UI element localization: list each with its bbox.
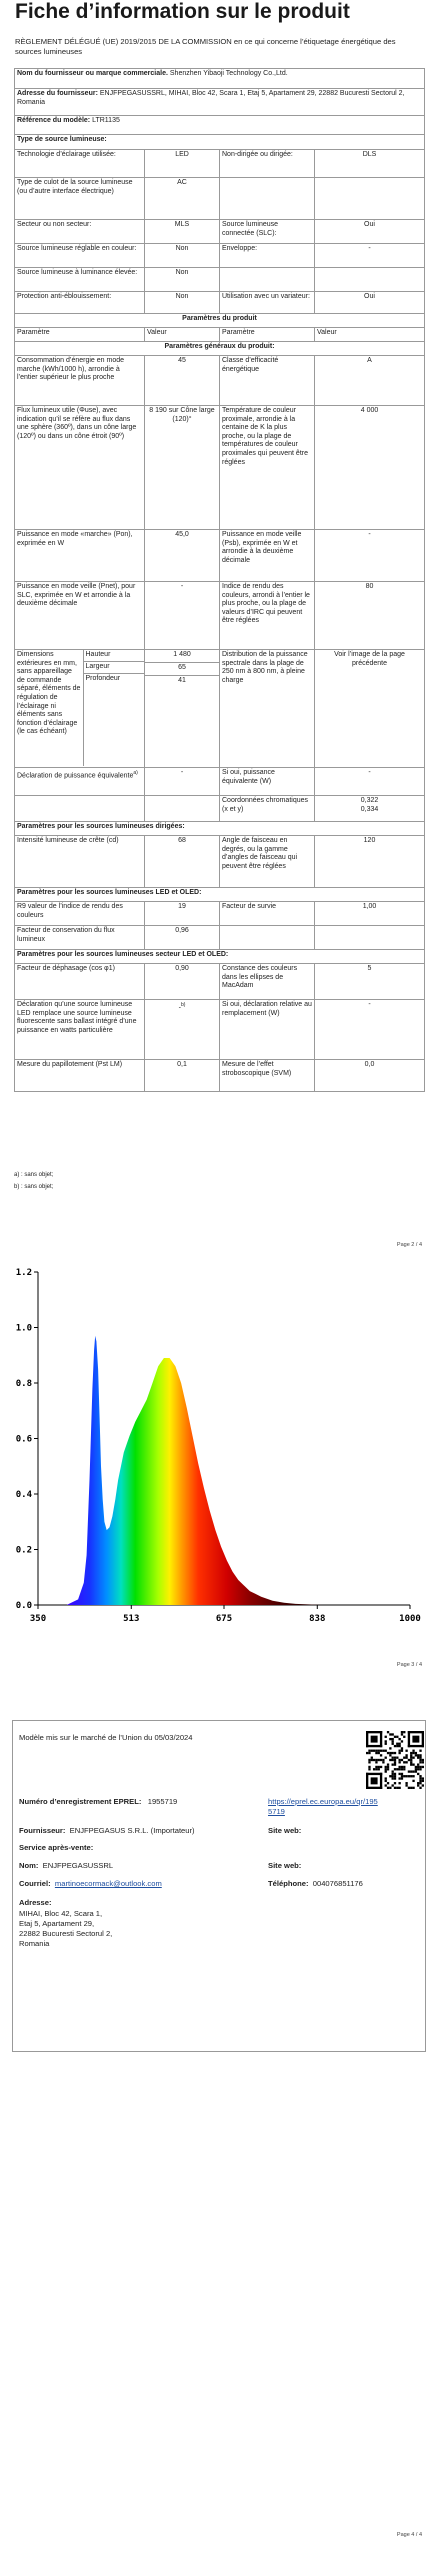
spectrum-series (38, 1336, 410, 1605)
regulation-subtitle: RÈGLEMENT DÉLÉGUÉ (UE) 2019/2015 DE LA COMMISSION en ce qui concerne l’étiquetage énergétique des sources lumineuses (15, 37, 396, 56)
general-row: Flux lumineux utile (Φuse), avec indication qu’il se réfère au flux dans une sphère (360º), dans un cône large (120º) ou dans un cône étroit (90º) 8 190 sur Cône large (120)° Température de couleur proximale, arrondie à la centaine de K la plus proche, ou la plage de températures de couleur proximales qui peuvent être réglées 4 000 (15, 406, 425, 530)
eprel-link[interactable]: https://eprel.ec.europa.eu/qr/1955719 (268, 1797, 378, 1816)
column-header-row: Paramètre Valeur Paramètre Valeur (15, 328, 425, 342)
y-tick-label: 0.8 (15, 1379, 32, 1389)
footnote-a: a) : sans objet; (14, 1172, 54, 1178)
x-tick-label: 675 (215, 1614, 233, 1624)
type-row: Type de culot de la source lumineuse (ou d’autre interface électrique) AC (15, 178, 425, 220)
footnote-b: b) : sans objet; (14, 1184, 54, 1190)
service-phone: 004076851176 (312, 1879, 363, 1888)
page-product-information-sheet (0, 0, 434, 1260)
depth-value: 41 (178, 677, 186, 684)
spectrum-reference: Voir l’image de la page précédente (315, 650, 425, 768)
address-label: Adresse: (19, 1898, 52, 1907)
supplier-name: ENJFPEGASUS S.R.L. (Importateur) (69, 1826, 195, 1835)
y-tick-label: 0.2 (15, 1545, 32, 1556)
mains-row: Mesure du papillotement (Pst LM) 0,1 Mesure de l’effet stroboscopique (SVM) 0,0 (15, 1060, 425, 1092)
supplier-address-row: Adresse du fournisseur: ENJFPEGASUSSRL, MIHAI, Bloc 42, Scara 1, Etaj 5, Apartament 29, 22882 Bucuresti Sectorul 2, Romania (15, 89, 425, 116)
page-registration (0, 1690, 434, 2560)
service-website-label: Site web: (268, 1861, 302, 1870)
after-sales-label: Service après-vente: (19, 1843, 94, 1852)
page-number: Page 2 / 4 (396, 1242, 422, 1248)
page-number: Page 3 / 4 (396, 1662, 422, 1668)
x-tick-label: 1000 (399, 1614, 421, 1624)
page-number: Page 4 / 4 (396, 2532, 422, 2538)
dimensions-label: Dimensions extérieures en mm, sans appareillage de commande séparé, éléments de régulation de l’éclairage ni éléments sans fonction d’éclairage (le cas échéant) (15, 650, 83, 766)
y-tick-label: 0.6 (15, 1434, 32, 1445)
product-parameters-header: Paramètres du produit (15, 314, 425, 328)
website-label: Site web: (268, 1826, 302, 1835)
supplier-row: Nom du fournisseur ou marque commerciale. Shenzhen Yibaoji Technology Co.,Ltd. (15, 69, 425, 89)
y-tick-label: 1.0 (15, 1323, 32, 1334)
type-row: Technologie d’éclairage utilisée: LED Non-dirigée ou dirigée: DLS (15, 150, 425, 178)
mains-row: Facteur de déphasage (cos φ1) 0,90 Constance des couleurs dans les ellipses de MacAdam 5 (15, 964, 425, 1000)
led-row: R9 valeur de l’indice de rendu des couleurs 19 Facteur de survie 1,00 (15, 902, 425, 926)
general-row: Consommation d’énergie en mode marche (kWh/1000 h), arrondie à l’entier supérieur le plus proche 45 Classe d’efficacité énergétique A (15, 356, 425, 406)
directed-parameters-header: Paramètres pour les sources lumineuses dirigées: (15, 822, 425, 836)
dimensions-subtable: Dimensions extérieures en mm, sans appareillage de commande séparé, éléments de régulation de l’éclairage ni éléments sans fonction d’éclairage (le cas échéant) Hauteur Largeur Profondeur (15, 650, 144, 766)
mains-row: Déclaration qu’une source lumineuse LED remplace une source lumineuse fluorescente sans ballast intégré d’une puissance en watts particulière -$^{b)}$ Si oui, déclaration relative au remplacement (W) - (15, 1000, 425, 1060)
dimensions-row: Dimensions extérieures en mm, sans appareillage de commande séparé, éléments de régulation de l’éclairage ni éléments sans fonction d’éclairage (le cas échéant) Hauteur Largeur Profondeur 1 480 65 41 Distribution de la puissance spectrale dans la plage de 250 nm à 800 nm, à pleine charge Voir l’image de la page précédente (15, 650, 425, 768)
general-row: Puissance en mode «marche» (Pon), exprimée en W 45,0 Puissance en mode veille (Psb), exprimée en W et arrondie à la deuxième décimale - (15, 530, 425, 582)
chromaticity-row: Coordonnées chromatiques (x et y) 0,322 0,334 (15, 796, 425, 822)
product-info-table (14, 68, 425, 1092)
led-parameters-header: Paramètres pour les sources lumineuses LED et OLED: (15, 888, 425, 902)
qr-code-icon[interactable] (366, 1731, 424, 1789)
height-value: 1 480 (145, 650, 219, 663)
x-tick-label: 838 (309, 1614, 326, 1624)
type-row: Source lumineuse réglable en couleur: Non Enveloppe: - (15, 244, 425, 268)
service-name: ENJFPEGASUSSRL (42, 1861, 114, 1870)
directed-row: Intensité lumineuse de crête (cd) 68 Angle de faisceau en degrés, ou la gamme d’angles de faisceau qui peuvent être réglées 120 (15, 836, 425, 888)
address-line: 22882 Bucuresti Sectorul 2, (19, 1929, 113, 1938)
page-spectrum-chart (0, 1260, 434, 1690)
y-tick-label: 1.2 (15, 1268, 32, 1278)
address-line: Etaj 5, Apartament 29, (19, 1919, 95, 1928)
type-row: Source lumineuse à luminance élevée: Non (15, 268, 425, 292)
type-row: Protection anti-éblouissement: Non Utilisation avec un variateur: Oui (15, 292, 425, 314)
general-row: Puissance en mode veille (Pnet), pour SLC, exprimée en W et arrondie à la deuxième décimale - Indice de rendu des couleurs, arrondi à l’entier le plus proche, ou la plage de valeurs d’IRC qui peuvent être réglées 80 (15, 582, 425, 650)
y-tick-label: 0.0 (15, 1601, 32, 1611)
light-source-type-header: Type de source lumineuse: (15, 135, 425, 150)
model-reference-row: Référence du modèle: LTR1135 (15, 116, 425, 135)
service-email-link[interactable]: martinoecormack@outlook.com (54, 1879, 162, 1888)
x-tick-label: 350 (29, 1614, 47, 1624)
spectral-distribution-chart (0, 1260, 434, 1690)
x-axis-ticks (30, 1605, 421, 1624)
placed-on-market: Modèle mis sur le marché de l’Union du 05/03/2024 (19, 1733, 193, 1742)
page-title: Fiche d’information sur le produit (15, 0, 350, 23)
y-axis-ticks (16, 1268, 38, 1611)
address-line: Romania (19, 1939, 50, 1948)
address-line: MIHAI, Bloc 42, Scara 1, (19, 1909, 103, 1918)
eprel-number: 1955719 (147, 1797, 178, 1806)
general-parameters-header: Paramètres généraux du produit: (15, 342, 425, 356)
x-tick-label: 513 (123, 1614, 140, 1624)
y-tick-label: 0.4 (15, 1490, 32, 1500)
type-row: Secteur ou non secteur: MLS Source lumineuse connectée (SLC): Oui (15, 220, 425, 244)
width-value: 65 (145, 663, 219, 676)
equivalent-power-row: Déclaration de puissance équivalente$^{a)}$ - Si oui, puissance équivalente (W) - (15, 768, 425, 796)
registration-box: Modèle mis sur le marché de l’Union du 05/03/2024 Numéro d’enregistrement EPREL: 1955719 https://eprel.ec.europa.eu/qr/1955719 Fournisseur: ENJFPEGASUS S.R.L. (Importateur) Site web: Service après-vente: Nom: ENJFPEGASUSSRL Site web: Courriel: martinoecormack@outlook.com Téléphone: 004076851176 Adresse: MIHAI, Bloc 42, Scara 1, Etaj 5, Apartament 29, 22882 Bucuresti Sectorul 2, Romania (12, 1720, 426, 2052)
led-row: Facteur de conservation du flux lumineux 0,96 (15, 926, 425, 950)
spectrum-area (38, 1336, 410, 1605)
mains-led-parameters-header: Paramètres pour les sources lumineuses secteur LED et OLED: (15, 950, 425, 964)
